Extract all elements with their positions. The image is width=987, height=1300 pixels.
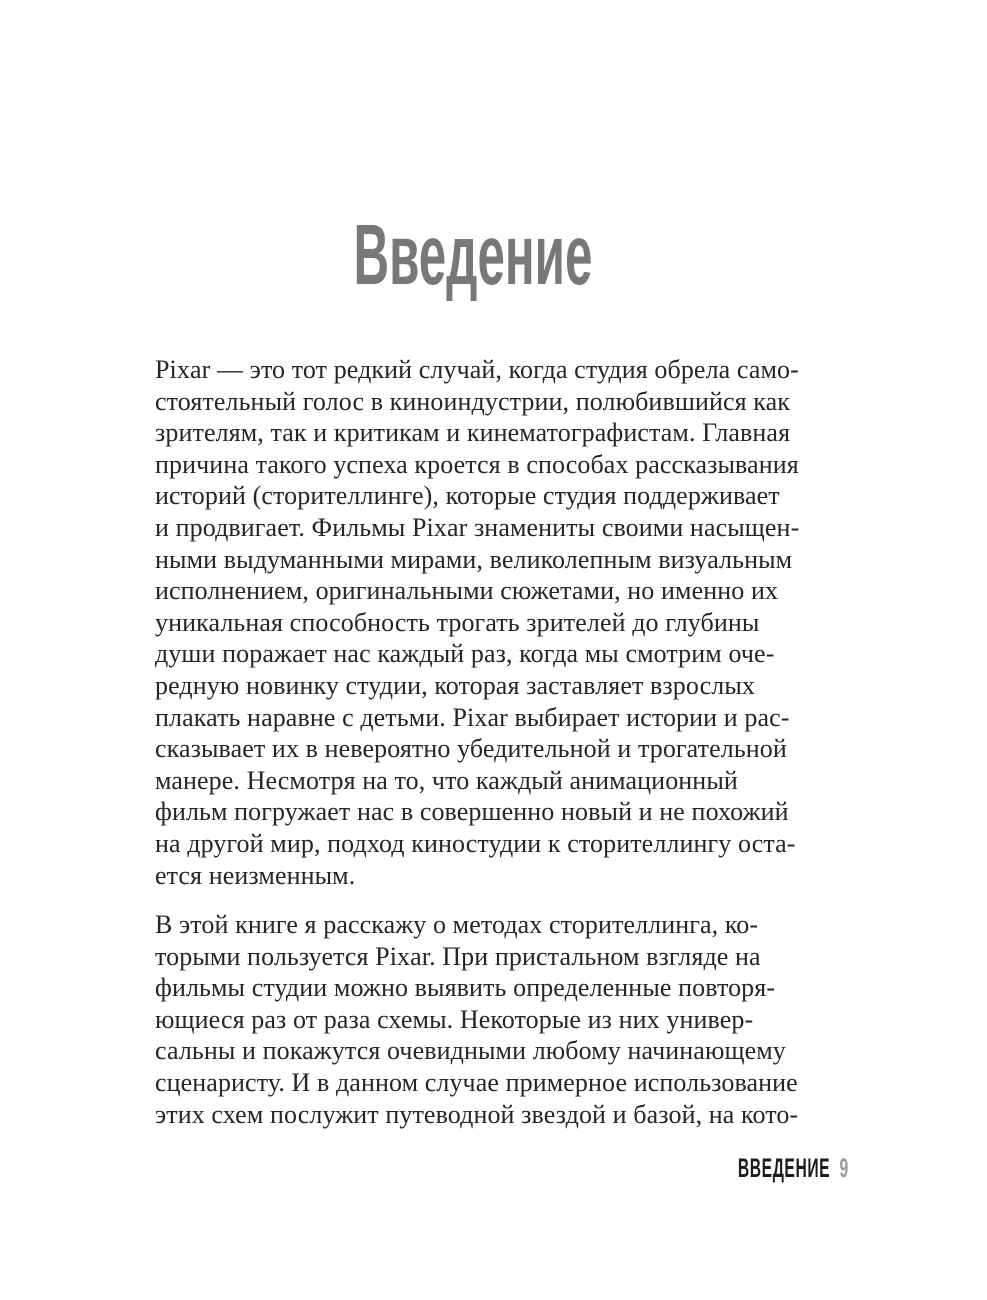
text-line: зрителям, так и критикам и кинематографистам. Главная <box>155 418 791 448</box>
chapter-title-wrap <box>155 208 791 303</box>
footer-page-number: 9 <box>839 1153 848 1183</box>
text-line: этих схем послужит путеводной звездой и базой, на кото- <box>155 1099 799 1129</box>
text-line: фильмы студии можно выявить определенные повторя- <box>155 973 776 1003</box>
text-line: сценаристу. И в данном случае примерное использование <box>155 1068 798 1098</box>
text-line: ется неизменным. <box>155 860 356 890</box>
text-line: ющиеся раз от раза схемы. Некоторые из них универ- <box>155 1004 754 1034</box>
text-line: души поражает нас каждый раз, когда мы смотрим оче- <box>155 639 775 669</box>
text-line: фильм погружает нас в совершенно новый и не похожий <box>155 797 789 827</box>
text-line: Pixar — это тот редкий случай, когда студия обрела само- <box>155 355 799 384</box>
text-line: плакать наравне с детьми. Pixar выбирает истории и рас- <box>155 702 790 732</box>
text-line: сальны и покажутся очевидными любому начинающему <box>155 1036 786 1066</box>
text-line: В этой книге я расскажу о методах сторителлинга, ко- <box>155 910 759 940</box>
text-line: стоятельный голос в киноиндустрии, полюбившийся как <box>155 386 790 416</box>
text-line: на другой мир, подход киностудии к сторителлингу оста- <box>155 828 796 858</box>
text-line: исполнением, оригинальными сюжетами, но именно их <box>155 576 779 606</box>
paragraph <box>155 909 855 1130</box>
text-line: манере. Несмотря на то, что каждый анимационный <box>155 765 738 795</box>
paragraph <box>155 354 855 891</box>
text-line: уникальная способность трогать зрителей до глубины <box>155 607 760 637</box>
text-line: редную новинку студии, которая заставляет взрослых <box>155 670 756 700</box>
text-line: сказывает их в невероятно убедительной и трогательной <box>155 734 787 764</box>
text-line: торыми пользуется Pixar. При пристальном взгляде на <box>155 941 761 971</box>
page-title: Введение <box>353 208 593 303</box>
text-line: историй (сторителлинге), которые студия поддерживает <box>155 481 780 511</box>
text-line: и продвигает. Фильмы Pixar знамениты своими насыщен- <box>155 512 800 542</box>
text-line: ными выдуманными мирами, великолепным визуальным <box>155 544 793 574</box>
body-text-block <box>155 354 855 1130</box>
footer-section-label: ВВЕДЕНИЕ <box>737 1153 831 1183</box>
text-line: причина такого успеха кроется в способах рассказывания <box>155 449 799 479</box>
running-footer <box>738 1153 848 1183</box>
